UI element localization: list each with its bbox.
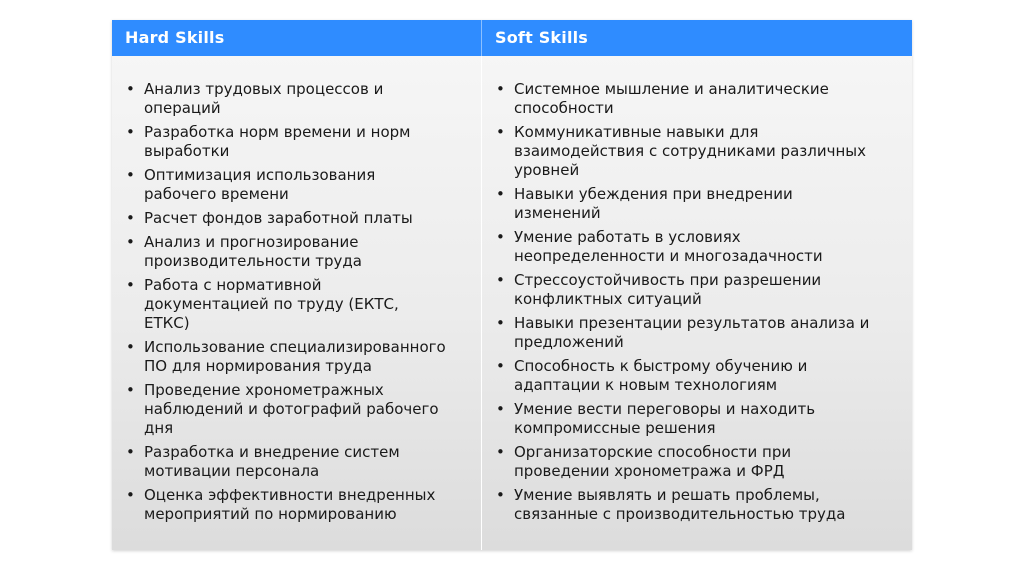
list-item <box>126 80 476 118</box>
hard-skills-column <box>112 56 481 550</box>
table-header <box>112 20 912 56</box>
list-item <box>496 80 906 118</box>
list-item-text: Работа с нормативной <box>144 276 322 294</box>
list-item-text: проведении хронометража и ФРД <box>514 462 785 480</box>
list-item-text: Системное мышление и аналитические <box>514 80 829 98</box>
bullet-icon: • <box>496 486 505 504</box>
list-item-text: связанные с производительностью труда <box>514 505 846 523</box>
bullet-icon: • <box>126 123 135 141</box>
list-item-text: компромиссные решения <box>514 419 716 437</box>
soft-skills-column <box>482 56 912 550</box>
list-item-text: рабочего времени <box>144 185 289 203</box>
list-item-text: Анализ трудовых процессов и <box>144 80 384 98</box>
header-divider <box>481 20 482 56</box>
bullet-icon: • <box>496 443 505 461</box>
list-item-text: Проведение хронометражных <box>144 381 384 399</box>
bullet-icon: • <box>496 123 505 141</box>
list-item <box>126 166 476 204</box>
bullet-icon: • <box>126 381 135 399</box>
list-item-text: Коммуникативные навыки для <box>514 123 759 141</box>
list-item <box>126 123 476 161</box>
list-item-text: Организаторские способности при <box>514 443 792 461</box>
hard-skills-list <box>126 80 476 529</box>
list-item <box>126 233 476 271</box>
list-item-text: Умение работать в условиях <box>514 228 741 246</box>
list-item-text: Способность к быстрому обучению и <box>514 357 808 375</box>
list-item-text: дня <box>144 419 174 437</box>
list-item-text: изменений <box>514 204 601 222</box>
skills-table <box>112 20 912 550</box>
list-item-text: ПО для нормирования труда <box>144 357 372 375</box>
soft-skills-list <box>496 80 906 529</box>
bullet-icon: • <box>496 400 505 418</box>
list-item <box>496 123 906 180</box>
list-item-text: неопределенности и многозадачности <box>514 247 823 265</box>
list-item-text: Анализ и прогнозирование <box>144 233 359 251</box>
list-item <box>496 486 906 524</box>
list-item-text: Расчет фондов заработной платы <box>144 209 413 227</box>
list-item <box>126 209 476 228</box>
list-item-text: ЕТКС) <box>144 314 190 332</box>
list-item-text: конфликтных ситуаций <box>514 290 702 308</box>
bullet-icon: • <box>496 80 505 98</box>
list-item-text: наблюдений и фотографий рабочего <box>144 400 439 418</box>
list-item-text: взаимодействия с сотрудниками различных <box>514 142 866 160</box>
list-item <box>496 228 906 266</box>
list-item <box>126 276 476 333</box>
list-item-text: уровней <box>514 161 580 179</box>
list-item <box>496 400 906 438</box>
list-item-text: Навыки презентации результатов анализа и <box>514 314 870 332</box>
list-item <box>126 443 476 481</box>
list-item <box>496 314 906 352</box>
bullet-icon: • <box>496 357 505 375</box>
list-item <box>496 271 906 309</box>
list-item-text: операций <box>144 99 221 117</box>
list-item-text: Оценка эффективности внедренных <box>144 486 436 504</box>
bullet-icon: • <box>126 486 135 504</box>
list-item <box>126 381 476 438</box>
list-item-text: Навыки убеждения при внедрении <box>514 185 793 203</box>
list-item-text: выработки <box>144 142 230 160</box>
bullet-icon: • <box>496 185 505 203</box>
list-item <box>496 443 906 481</box>
list-item-text: документацией по труду (ЕКТС, <box>144 295 399 313</box>
bullet-icon: • <box>126 166 135 184</box>
list-item-text: адаптации к новым технологиям <box>514 376 778 394</box>
list-item-text: Умение выявлять и решать проблемы, <box>514 486 820 504</box>
bullet-icon: • <box>126 233 135 251</box>
list-item-text: Разработка норм времени и норм <box>144 123 411 141</box>
list-item-text: предложений <box>514 333 624 351</box>
bullet-icon: • <box>126 276 135 294</box>
list-item <box>496 185 906 223</box>
list-item-text: Разработка и внедрение систем <box>144 443 400 461</box>
list-item-text: Стрессоустойчивость при разрешении <box>514 271 822 289</box>
list-item-text: Оптимизация использования <box>144 166 376 184</box>
bullet-icon: • <box>126 80 135 98</box>
hard-skills-header: Hard Skills <box>125 28 225 47</box>
list-item <box>496 357 906 395</box>
list-item-text: способности <box>514 99 614 117</box>
list-item <box>126 486 476 524</box>
list-item-text: мероприятий по нормированию <box>144 505 397 523</box>
list-item-text: Использование специализированного <box>144 338 446 356</box>
bullet-icon: • <box>496 228 505 246</box>
list-item-text: мотивации персонала <box>144 462 320 480</box>
bullet-icon: • <box>126 209 135 227</box>
bullet-icon: • <box>496 271 505 289</box>
list-item-text: Умение вести переговоры и находить <box>514 400 816 418</box>
bullet-icon: • <box>126 443 135 461</box>
soft-skills-header: Soft Skills <box>495 28 589 47</box>
bullet-icon: • <box>496 314 505 332</box>
list-item <box>126 338 476 376</box>
bullet-icon: • <box>126 338 135 356</box>
list-item-text: производительности труда <box>144 252 362 270</box>
